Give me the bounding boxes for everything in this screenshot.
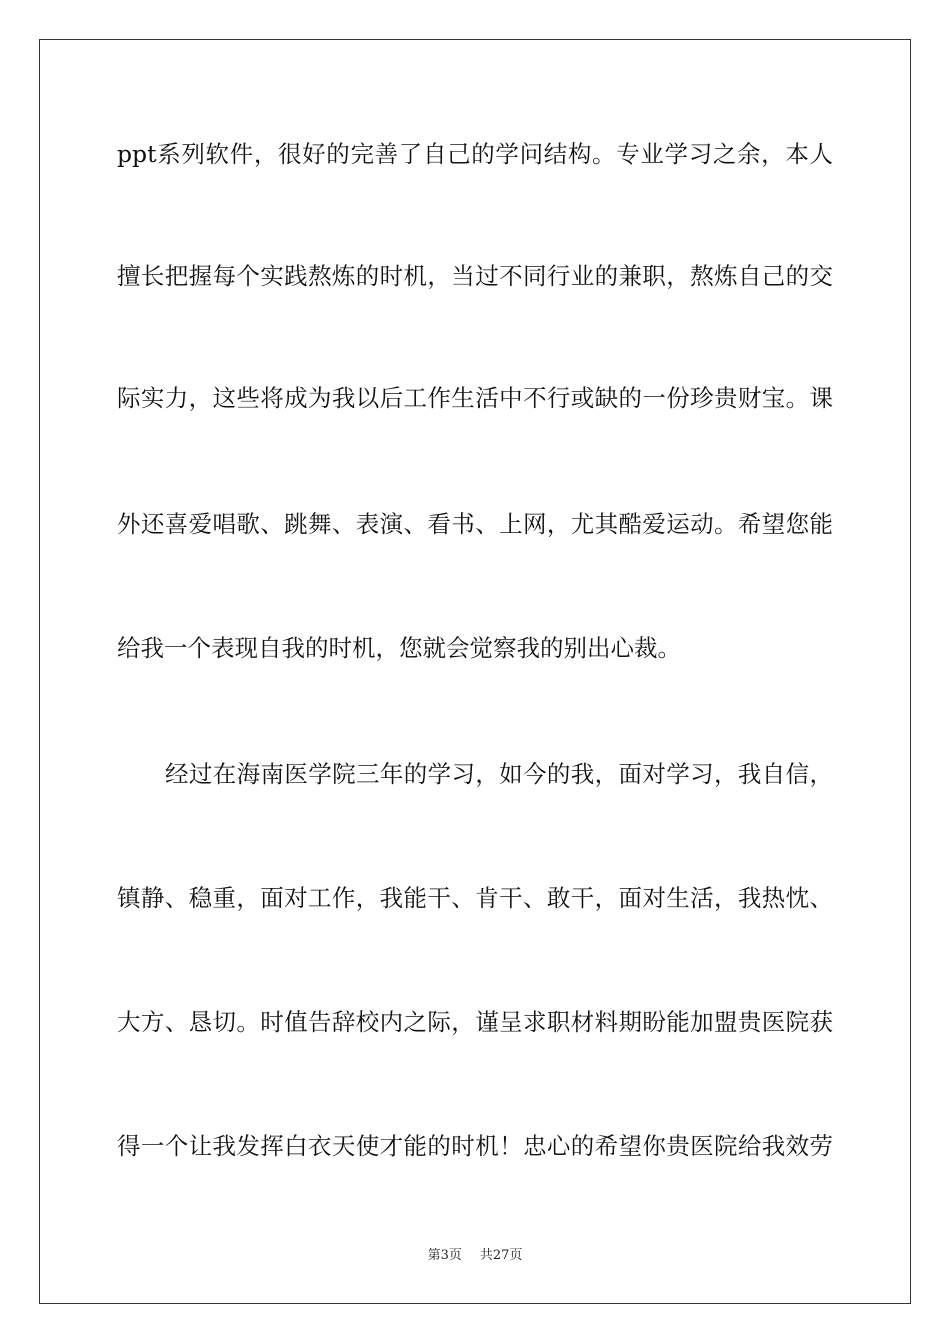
- text-line: ppt系列软件，很好的完善了自己的学问结构。专业学习之余，本人: [117, 140, 833, 168]
- text-line: 得一个让我发挥白衣天使才能的时机！忠心的希望你贵医院给我效劳: [117, 1132, 833, 1160]
- text-line: 外还喜爱唱歌、跳舞、表演、看书、上网，尤其酷爱运动。希望您能: [117, 510, 833, 538]
- text-line: 际实力，这些将成为我以后工作生活中不行或缺的一份珍贵财宝。课: [117, 384, 833, 412]
- text-line: 镇静、稳重，面对工作，我能干、肯干、敢干，面对生活，我热忱、: [117, 884, 833, 912]
- page-number: 第3页: [427, 1248, 462, 1263]
- page-border: [39, 39, 911, 1304]
- page-footer: [0, 1247, 950, 1265]
- paragraph-first-line: 经过在海南医学院三年的学习，如今的我，面对学习，我自信，: [165, 760, 833, 788]
- page-total: 共27页: [479, 1248, 523, 1263]
- text-line: 大方、恳切。时值告辞校内之际，谨呈求职材料期盼能加盟贵医院获: [117, 1008, 833, 1036]
- text-line: 擅长把握每个实践熬炼的时机，当过不同行业的兼职，熬炼自己的交: [117, 262, 833, 290]
- text-line: 给我一个表现自我的时机，您就会觉察我的别出心裁。: [117, 634, 681, 662]
